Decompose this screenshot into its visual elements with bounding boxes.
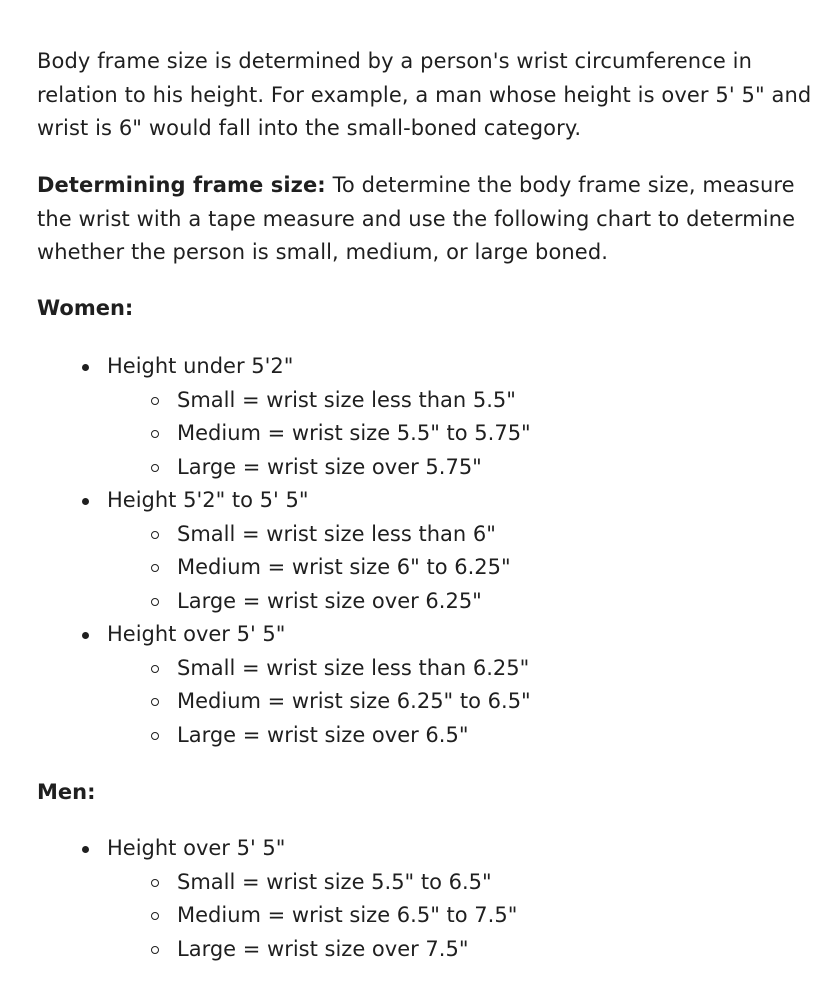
circle-bullet-icon xyxy=(151,946,159,954)
bullet-icon xyxy=(82,498,89,505)
size-text: Medium = wrist size 6.5" to 7.5" xyxy=(177,903,518,927)
circle-bullet-icon xyxy=(151,564,159,572)
list-item xyxy=(37,518,531,552)
size-text: Small = wrist size 5.5" to 6.5" xyxy=(177,869,492,894)
size-text: Large = wrist size over 7.5" xyxy=(177,936,469,961)
circle-bullet-icon xyxy=(151,430,159,438)
size-text: Small = wrist size less than 5.5" xyxy=(177,387,516,412)
circle-bullet-icon xyxy=(151,665,159,673)
determining-text: To determine the body frame size, measure the wrist with a tape measure and use the following chart to determine whether the person is small, medium, or large boned. xyxy=(37,173,796,264)
men-list xyxy=(37,832,517,966)
bullet-icon xyxy=(82,632,89,639)
list-item xyxy=(37,384,531,418)
list-item xyxy=(37,350,531,484)
size-text: Large = wrist size over 5.75" xyxy=(177,454,482,479)
size-text: Large = wrist size over 6.5" xyxy=(177,722,469,747)
list-item xyxy=(37,618,531,752)
circle-bullet-icon xyxy=(151,397,159,405)
list-item xyxy=(37,585,531,619)
list-item xyxy=(37,866,517,900)
circle-bullet-icon xyxy=(151,879,159,887)
men-heading: Men: xyxy=(37,780,96,804)
women-list xyxy=(37,350,531,752)
women-heading: Women: xyxy=(37,296,134,320)
circle-bullet-icon xyxy=(151,732,159,740)
circle-bullet-icon xyxy=(151,598,159,606)
list-item xyxy=(37,685,531,719)
circle-bullet-icon xyxy=(151,912,159,920)
list-item xyxy=(37,899,517,933)
size-text: Small = wrist size less than 6.25" xyxy=(177,655,530,680)
size-text: Medium = wrist size 5.5" to 5.75" xyxy=(177,421,531,445)
circle-bullet-icon xyxy=(151,531,159,539)
height-label: Height over 5' 5" xyxy=(107,622,286,646)
bullet-icon xyxy=(82,846,89,853)
list-item xyxy=(37,933,517,967)
list-item xyxy=(37,551,531,585)
size-text: Medium = wrist size 6" to 6.25" xyxy=(177,555,511,579)
list-item xyxy=(37,652,531,686)
determining-paragraph xyxy=(37,169,825,270)
intro-paragraph: Body frame size is determined by a person's wrist circumference in relation to his height. For example, a man whose height is over 5' 5" and wrist is 6" would fall into the small-boned category. xyxy=(37,49,812,140)
circle-bullet-icon xyxy=(151,464,159,472)
list-item xyxy=(37,719,531,753)
height-label: Height under 5'2" xyxy=(107,354,294,378)
bullet-icon xyxy=(82,364,89,371)
height-label: Height over 5' 5" xyxy=(107,836,286,860)
size-text: Small = wrist size less than 6" xyxy=(177,521,496,546)
list-item xyxy=(37,832,517,966)
size-list xyxy=(107,518,531,619)
list-item xyxy=(37,451,531,485)
size-list xyxy=(107,866,517,967)
size-list xyxy=(107,384,531,485)
size-text: Large = wrist size over 6.25" xyxy=(177,588,482,613)
height-label: Height 5'2" to 5' 5" xyxy=(107,488,309,512)
list-item xyxy=(37,417,531,451)
circle-bullet-icon xyxy=(151,698,159,706)
determining-label: Determining frame size: xyxy=(37,173,326,197)
list-item xyxy=(37,484,531,618)
size-list xyxy=(107,652,531,753)
size-text: Medium = wrist size 6.25" to 6.5" xyxy=(177,689,531,713)
